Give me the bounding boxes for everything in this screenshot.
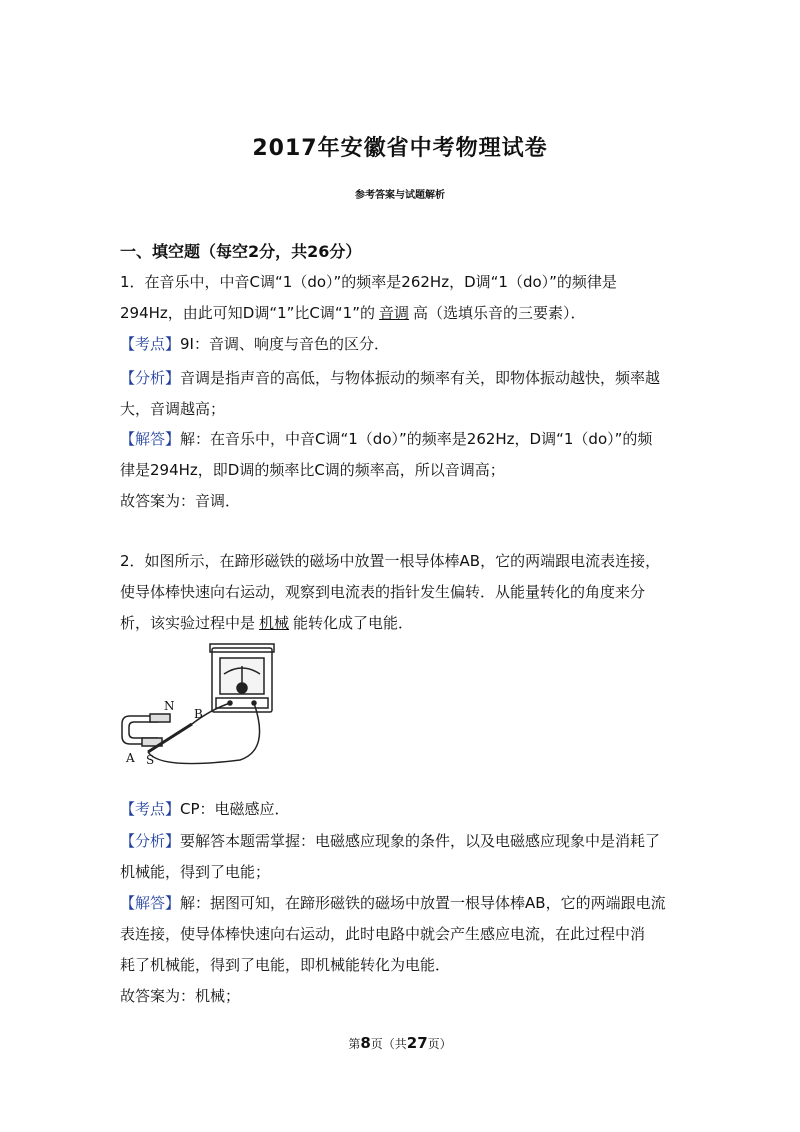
q2-jieda-line3: 耗了机械能，得到了电能，即机械能转化为电能． [120,956,451,974]
q2-stem-text-a: 析，该实验过程中是 [120,614,256,632]
q2-kaodian [120,799,690,819]
label-b: B [194,707,203,721]
q2-fenxi-tag: 【分析】 [120,832,181,850]
q1-fenxi-line1 [120,368,690,388]
page-footer [0,1034,800,1052]
label-s: S [146,753,155,767]
q1-stem-text-b: 高（选填乐音的三要素）． [413,304,586,322]
ammeter-pivot [237,683,247,693]
q1-jieda-line1 [120,429,690,449]
q2-fenxi-line2: 机械能，得到了电能； [120,863,271,881]
section-heading: 一、填空题（每空2分，共26分） [120,242,362,261]
document-title: 2017年安徽省中考物理试卷 [252,136,548,161]
q1-jieda-tag: 【解答】 [120,430,181,448]
footer-total-pages: 27 [406,1034,428,1052]
q2-kaodian-text: CP：电磁感应． [180,800,290,818]
q2-stem-line3 [120,613,690,633]
q2-jieda-line2: 表连接，使导体棒快速向右运动，此时电路中就会产生感应电流，在此过程中消 [120,925,646,943]
footer-page-number: 8 [360,1034,371,1052]
q2-answer: 故答案为：机械； [120,987,241,1005]
q2-answer-blank: 机械 [259,614,290,632]
label-n: N [164,699,175,713]
q1-fenxi-tag: 【分析】 [120,369,181,387]
footer-prefix: 第 [348,1037,361,1051]
q2-fenxi-text1: 要解答本题需掌握：电磁感应现象的条件，以及电磁感应现象中是消耗了 [180,832,661,850]
q1-answer: 故答案为：音调． [120,492,241,510]
electromagnetic-induction-figure [120,640,310,770]
q2-jieda-tag: 【解答】 [120,894,181,912]
q1-kaodian-text: 9I：音调、响度与音色的区分． [180,335,389,353]
q1-stem-line2 [120,303,690,323]
q1-kaodian-tag: 【考点】 [120,335,181,353]
q1-fenxi-text1: 音调是指声音的高低，与物体振动的频率有关，即物体振动越快，频率越 [180,369,661,387]
q2-stem-text-b: 能转化成了电能． [293,614,414,632]
magnet-inner [129,722,158,738]
q1-answer-blank: 音调 [378,304,409,322]
q1-kaodian [120,334,690,354]
q1-fenxi-line2: 大，音调越高； [120,400,226,418]
q2-fenxi-line1 [120,831,690,851]
footer-suffix: 页） [427,1037,452,1051]
q1-stem-line1: 1．在音乐中，中音C调“1（do）”的频率是262Hz，D调“1（do）”的频律是 [120,273,617,291]
magnet-pole-n [150,714,170,722]
q1-stem-text-a: 294Hz，由此可知D调“1”比C调“1”的 [120,304,375,322]
q2-stem-line1: 2．如图所示，在蹄形磁铁的磁场中放置一根导体棒AB，它的两端跟电流表连接， [120,552,661,570]
label-a: A [126,751,135,765]
q2-jieda-text1: 解：据图可知，在蹄形磁铁的磁场中放置一根导体棒AB，它的两端跟电流 [180,894,666,912]
q1-jieda-line2: 律是294Hz，即D调的频率比C调的频率高，所以音调高； [120,461,505,479]
q2-jieda-line1 [120,893,690,913]
ammeter-base [216,698,268,708]
footer-middle: 页（共 [370,1037,407,1051]
q2-kaodian-tag: 【考点】 [120,800,181,818]
q2-stem-line2: 使导体棒快速向右运动，观察到电流表的指针发生偏转．从能量转化的角度来分 [120,583,646,601]
document-subtitle: 参考答案与试题解析 [355,190,445,201]
q1-jieda-text1: 解：在音乐中，中音C调“1（do）”的频率是262Hz，D调“1（do）”的频 [180,430,653,448]
